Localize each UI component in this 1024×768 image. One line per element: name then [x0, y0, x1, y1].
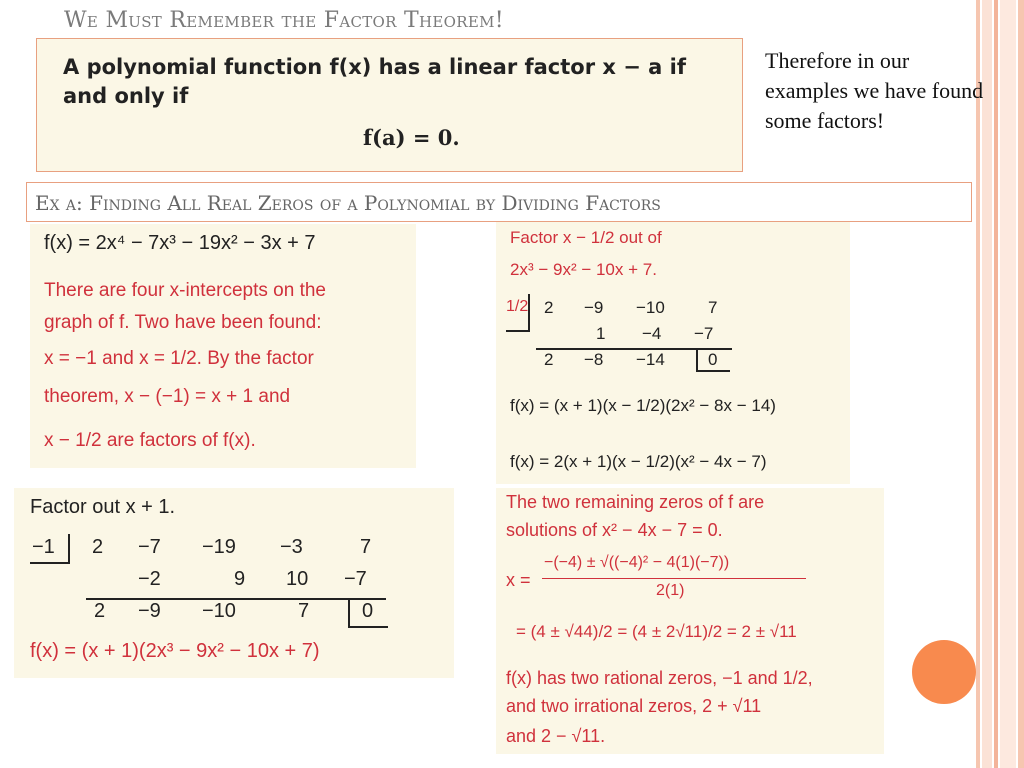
- half-divisor-underline: [506, 330, 528, 332]
- factored-result: f(x) = (x + 1)(2x³ − 9x² − 10x + 7): [30, 640, 320, 662]
- half-eq-1: f(x) = (x + 1)(x − 1/2)(2x² − 8x − 14): [510, 396, 776, 415]
- r3-c3: −10: [202, 600, 236, 622]
- theorem-box: [36, 38, 743, 172]
- half-heading-1: Factor x − 1/2 out of: [510, 228, 662, 247]
- intro-line-5: x − 1/2 are factors of f(x).: [44, 430, 256, 451]
- quadratic-numerator: −(−4) ± √((−4)² − 4(1)(−7)): [544, 554, 730, 571]
- r3-c1: 2: [94, 600, 106, 622]
- r3-c5: 0: [362, 600, 374, 622]
- intro-line-1: There are four x-intercepts on the: [44, 280, 326, 301]
- half-divisor: 1/2: [506, 298, 529, 315]
- h2-c2: 1: [596, 324, 606, 343]
- half-divisor-bar: [528, 294, 530, 332]
- h3-c4: 0: [708, 350, 718, 369]
- r1-c1: 2: [92, 536, 104, 558]
- h1-c3: −10: [636, 298, 665, 317]
- r1-c3: −19: [202, 536, 236, 558]
- r1-c4: −3: [280, 536, 303, 558]
- h1-c1: 2: [544, 298, 554, 317]
- half-heading-2: 2x³ − 9x² − 10x + 7.: [510, 260, 657, 279]
- panel-function-intro: [30, 224, 416, 468]
- theorem-equation: f(a) = 0.: [363, 125, 460, 150]
- r2-c5: −7: [344, 568, 367, 590]
- half-remainder-bar: [696, 348, 698, 372]
- divisor-underline: [30, 562, 68, 564]
- conclusion-3: and 2 − √11.: [506, 726, 606, 746]
- simplification: = (4 ± √44)/2 = (4 ± 2√11)/2 = 2 ± √11: [516, 622, 797, 641]
- divisor: −1: [32, 536, 55, 558]
- example-title-box: [26, 182, 972, 222]
- remaining-line-2: solutions of x² − 4x − 7 = 0.: [506, 520, 723, 540]
- r3-c4: 7: [298, 600, 310, 622]
- r1-c5: 7: [360, 536, 372, 558]
- intro-line-4: theorem, x − (−1) = x + 1 and: [44, 386, 291, 407]
- decorative-circle: [912, 640, 976, 704]
- x-equals: x =: [506, 570, 531, 590]
- side-note: Therefore in our examples we have found some factors!: [765, 48, 984, 133]
- h3-c1: 2: [544, 350, 554, 369]
- h2-c3: −4: [642, 324, 662, 343]
- panel-factor-half: [496, 222, 850, 484]
- quadratic-fraction-bar: [542, 578, 806, 579]
- half-remainder-underline: [696, 370, 730, 372]
- intro-line-2: graph of f. Two have been found:: [44, 312, 322, 333]
- example-title: Ex a: Finding All Real Zeros of a Polynomial by Dividing Factors: [35, 191, 661, 215]
- panel-remaining-zeros: [496, 488, 884, 754]
- factor-heading: Factor out x + 1.: [30, 496, 176, 518]
- panel-factor-x-plus-1: [14, 488, 454, 678]
- h3-c2: −8: [584, 350, 604, 369]
- quadratic-denominator: 2(1): [656, 582, 685, 599]
- slide-title: We Must Remember the Factor Theorem!: [64, 8, 504, 33]
- half-sum-line: [536, 348, 732, 350]
- conclusion-2: and two irrational zeros, 2 + √11: [506, 696, 762, 716]
- r2-c3: 9: [234, 568, 246, 590]
- r2-c4: 10: [286, 568, 309, 590]
- divisor-bar: [68, 534, 70, 564]
- remaining-line-1: The two remaining zeros of f are: [506, 492, 765, 512]
- intro-line-3: x = −1 and x = 1/2. By the factor: [44, 348, 314, 369]
- function-definition: f(x) = 2x⁴ − 7x³ − 19x² − 3x + 7: [44, 232, 316, 254]
- theorem-text: A polynomial function f(x) has a linear factor x − a if and only if: [63, 55, 686, 108]
- h2-c4: −7: [694, 324, 714, 343]
- conclusion-1: f(x) has two rational zeros, −1 and 1/2,: [506, 668, 813, 688]
- r2-c2: −2: [138, 568, 161, 590]
- h1-c4: 7: [708, 298, 718, 317]
- h1-c2: −9: [584, 298, 604, 317]
- remainder-bar: [348, 600, 350, 628]
- remainder-underline: [348, 626, 388, 628]
- r3-c2: −9: [138, 600, 161, 622]
- sum-line: [86, 598, 386, 600]
- r1-c2: −7: [138, 536, 161, 558]
- h3-c3: −14: [636, 350, 665, 369]
- half-eq-2: f(x) = 2(x + 1)(x − 1/2)(x² − 4x − 7): [510, 452, 767, 471]
